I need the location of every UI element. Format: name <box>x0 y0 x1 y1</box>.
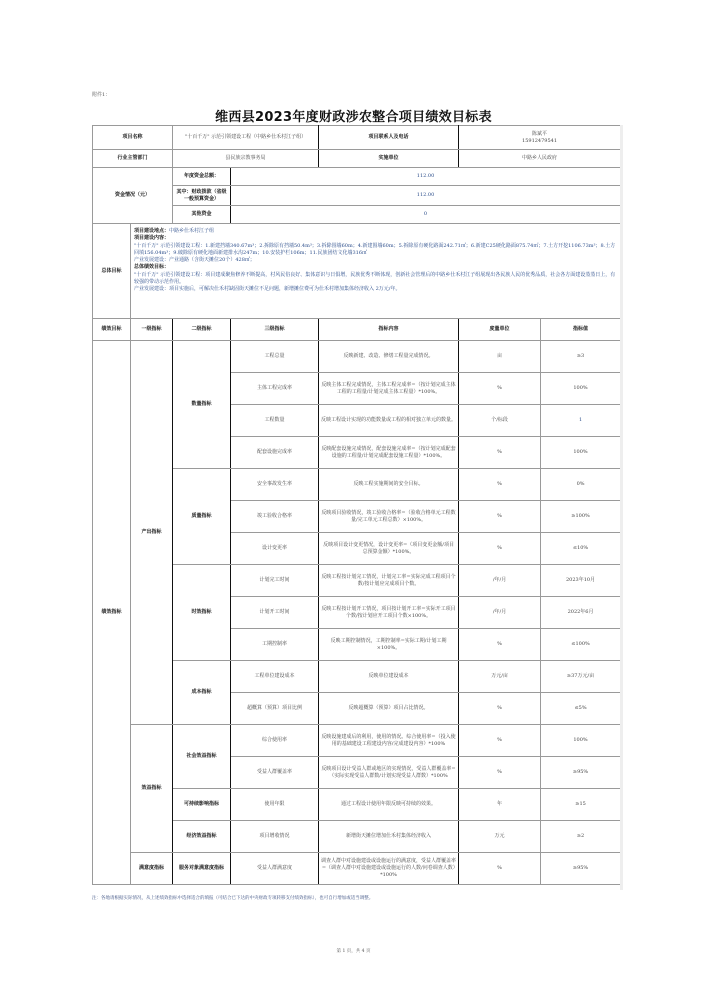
contact-phone: 15912479541 <box>522 137 558 144</box>
level3-cell: 工期控制率 <box>231 629 319 661</box>
table-row <box>93 853 621 885</box>
col-header-content: 指标内容 <box>319 319 459 341</box>
content-text: "十百千万" 示范引领建设工程：1.新建挡墙340.67m³；2.拆除原有挡墙50.4m³；3.拆除围墙60m；4.新建围墙60m；5.拆除原有硬化路面242.71㎡；6.新建C25硬化路面875.74㎡；7.土方开挖1106.73m³；8.土方回填156.04m³；9.破除原有硬化地面新建排水沟247m；10.安装护栏106m；11.民族团结文化墙316㎡ <box>134 242 616 256</box>
table-row <box>93 725 621 757</box>
col-header-value: 指标值 <box>541 319 621 341</box>
footnote: 注：各地请根据实际情况，从上述绩效指标中选择适合的填报（可结合已下达的中央财政专项转移支付绩效指标），也可自行增加或适当调整。 <box>92 896 374 901</box>
level1-satisfaction: 满意度指标 <box>131 853 173 885</box>
content-cell: 反映主体工程完成情况，主体工程完成率=（按计划完成主体工程的工程量/计划完成主体工程量）*100%。 <box>319 373 459 405</box>
content-label: 项目建设内容： <box>134 235 170 242</box>
table-row <box>93 341 621 373</box>
funds-fiscal-label: 其中：财政拨款（省级一般预算资金） <box>173 186 231 206</box>
table-row <box>93 661 621 693</box>
value-cell: 1 <box>541 405 621 437</box>
unit-cell: /年/月 <box>459 565 541 597</box>
value-cell: 100% <box>541 373 621 405</box>
contact-label: 项目联系人及电话 <box>319 126 459 150</box>
location-label: 项目建设地点： <box>134 228 170 234</box>
level3-cell: 使用年限 <box>231 789 319 821</box>
content-cell: 反映项目设计变更情况，设计变更率=（项目变更金额/项目总预算金额）*100%。 <box>319 533 459 565</box>
value-cell: ≥95% <box>541 853 621 885</box>
overall-goal-row <box>93 224 621 319</box>
unit-cell: % <box>459 373 541 405</box>
attachment-label: 附件1： <box>92 92 111 98</box>
unit-cell: % <box>459 533 541 565</box>
unit-cell: 万元 <box>459 821 541 853</box>
table-row <box>93 789 621 821</box>
funds-fiscal-value: 112.00 <box>231 186 621 206</box>
funds-other-value: 0 <box>231 206 621 224</box>
unit-cell: % <box>459 469 541 501</box>
level2-cost: 成本指标 <box>173 661 231 725</box>
unit-cell: 万元/亩 <box>459 661 541 693</box>
level3-cell: 工程总量 <box>231 341 319 373</box>
funds-other-label: 其他资金 <box>173 206 231 224</box>
location-value: 中路乡仕禾村江子组 <box>169 228 215 234</box>
level3-cell: 计划开工时间 <box>231 597 319 629</box>
dept-label: 行业主管部门 <box>93 150 173 168</box>
value-cell: ≥95% <box>541 757 621 789</box>
level1-benefit: 效益指标 <box>131 725 173 853</box>
content-cell: 反映项目验收情况，竣工验收合格率=（验收合格单元工程数量/完工单元工程总数）×100%。 <box>319 501 459 533</box>
funds-total-value: 112.00 <box>231 168 621 186</box>
contact-value <box>459 126 621 150</box>
unit-cell: % <box>459 853 541 885</box>
unit-cell: % <box>459 501 541 533</box>
level2-timeliness: 时效指标 <box>173 565 231 661</box>
content-cell: 反映工程设计实现的功能数量或工程的相对独立单元的数量。 <box>319 405 459 437</box>
content-cell: 反映工期控制情况，工期控制率=实际工期/计划工期×100%。 <box>319 629 459 661</box>
level3-cell: 受益人群覆盖率 <box>231 757 319 789</box>
level3-cell: 安全事故发生率 <box>231 469 319 501</box>
content-cell: 反映设施建成后的利用，使用的情况。综合使用率=（投入使用的基础建设工程建设内容/完成建设内容）*100% <box>319 725 459 757</box>
content-cell: 反映工程按计划开工情况，项目按计划开工率=实际开工项目个数/按计划应开工项目个数×100%。 <box>319 597 459 629</box>
content-cell: 调查人群中对设施建设或设施运行的满意度，受益人群覆盖率=（调查人群中对设施建设或设施运行的人数/问卷调查人数）*100% <box>319 853 459 885</box>
level2-service-satisfaction: 服务对象满意度指标 <box>173 853 231 885</box>
contact-name: 陈斌平 <box>532 130 548 137</box>
content-cell: 反映超概算（预算）项目占比情况。 <box>319 693 459 725</box>
perf-text: "十百千万" 示范引领建设工程：项目建成聚焦修养不断提高，村风民俗良好、集体意识与日俱增，民族优秀不断体现，创新社会管理后的中路乡仕禾村江子组展现出各民族人民的优秀品质，社会各方面建设蒸蒸日上，有较强的带动示范作用。 <box>134 271 616 286</box>
level3-cell: 主体工程完成率 <box>231 373 319 405</box>
content-cell: 反映配套设施完成情况，配套设施完成率=（按计划完成配套设施的工程量/计划完成配套设施工程量）*100%。 <box>319 437 459 469</box>
value-cell: ≥3 <box>541 341 621 373</box>
col-header-level1: 一级指标 <box>131 319 173 341</box>
perf-label: 总体绩效目标： <box>134 264 170 271</box>
unit-cell: 个/标段 <box>459 405 541 437</box>
dept-row <box>93 150 621 168</box>
col-header-level3: 三级指标 <box>231 319 319 341</box>
page-number: 第 1 页，共 4 页 <box>336 949 371 954</box>
content-cell: 反映工程按计划完工情况，计划完工率=实际完成工程项目个数/按计划应完成项目个数。 <box>319 565 459 597</box>
value-cell: ≤100% <box>541 629 621 661</box>
level3-cell: 受益人群满意度 <box>231 853 319 885</box>
impl-label: 实施单位 <box>319 150 459 168</box>
level3-cell: 工程数量 <box>231 405 319 437</box>
unit-cell: % <box>459 757 541 789</box>
level3-cell: 工程单位建设成本 <box>231 661 319 693</box>
content-cell: 反映单位建设成本 <box>319 661 459 693</box>
value-cell: ≥100% <box>541 501 621 533</box>
overall-goal-label: 总体目标 <box>93 224 131 319</box>
unit-cell: % <box>459 693 541 725</box>
content-cell: 反映新建、改造、修缮工程量完成情况。 <box>319 341 459 373</box>
page-title: 维西县2023年度财政涉农整合项目绩效目标表 <box>215 110 492 125</box>
unit-cell: /年/月 <box>459 597 541 629</box>
level3-cell: 超概算（预算）项目比例 <box>231 693 319 725</box>
value-cell: 0% <box>541 469 621 501</box>
unit-cell: 年 <box>459 789 541 821</box>
unit-cell: 亩 <box>459 341 541 373</box>
project-name-value: "十百千万" 示范引领建设工程（中路乡仕禾村江子组） <box>173 126 319 150</box>
project-name-row <box>93 126 621 150</box>
level2-economic: 经济效益指标 <box>173 821 231 853</box>
value-cell: 2022年6月 <box>541 597 621 629</box>
level3-cell: 综合使用率 <box>231 725 319 757</box>
level1-output: 产出指标 <box>131 341 173 725</box>
value-cell: ≤5% <box>541 693 621 725</box>
perf-industry-text: 产业发展建设：项目实施后，可解决仕禾村缺固街天摊位不足问题，新增摊位费可为仕禾村增加集体经济收入 2万元/年。 <box>134 286 401 293</box>
funds-label: 资金情况（元） <box>93 168 173 224</box>
value-cell: 100% <box>541 437 621 469</box>
level3-cell: 竣工验收合格率 <box>231 501 319 533</box>
col-header-level2: 二级指标 <box>173 319 231 341</box>
value-cell: 2023年10月 <box>541 565 621 597</box>
level3-cell: 配套设施完成率 <box>231 437 319 469</box>
value-cell: ≥2 <box>541 821 621 853</box>
industry-text: 产业发展建设：产业通路（含街天摊位20个）428㎡； <box>134 257 255 264</box>
unit-cell: % <box>459 629 541 661</box>
table-row <box>93 469 621 501</box>
level2-quantity: 数量指标 <box>173 341 231 469</box>
level3-cell: 项目增收情况 <box>231 821 319 853</box>
level3-cell: 设计变更率 <box>231 533 319 565</box>
section-label: 绩效指标 <box>93 341 131 885</box>
content-cell: 反映项目设计受益人群或地区的实现情况，受益人群覆盖率=（实际实现受益人群数/计划实现受益人群数）*100% <box>319 757 459 789</box>
col-header-target: 绩效目标 <box>93 319 131 341</box>
right-edge-shade <box>620 125 623 890</box>
impl-value: 中路乡人民政府 <box>459 150 621 168</box>
value-cell: ≥15 <box>541 789 621 821</box>
level3-cell: 计划完工时间 <box>231 565 319 597</box>
level2-sustainable: 可持续影响指标 <box>173 789 231 821</box>
col-header-unit: 度量单位 <box>459 319 541 341</box>
performance-target-table <box>92 125 621 885</box>
content-cell: 通过工程设计使用年限反映可持续的效果。 <box>319 789 459 821</box>
project-name-label: 项目名称 <box>93 126 173 150</box>
funds-row-total <box>93 168 621 186</box>
value-cell: ≤10% <box>541 533 621 565</box>
unit-cell: % <box>459 437 541 469</box>
level2-quality: 质量指标 <box>173 469 231 565</box>
indicator-header-row <box>93 319 621 341</box>
value-cell: ≥37万元/亩 <box>541 661 621 693</box>
funds-row-fiscal <box>93 186 621 206</box>
funds-row-other <box>93 206 621 224</box>
dept-value: 县民族宗教事务局 <box>173 150 319 168</box>
value-cell: 100% <box>541 725 621 757</box>
overall-goal-content <box>131 224 621 319</box>
content-cell: 新增街天摊位增加仕禾村集体经济收入 <box>319 821 459 853</box>
level2-social: 社会效益指标 <box>173 725 231 789</box>
table-row <box>93 565 621 597</box>
table-row <box>93 821 621 853</box>
unit-cell: % <box>459 725 541 757</box>
content-cell: 反映工程实施期间的安全目标。 <box>319 469 459 501</box>
funds-total-label: 年度资金总额： <box>173 168 231 186</box>
